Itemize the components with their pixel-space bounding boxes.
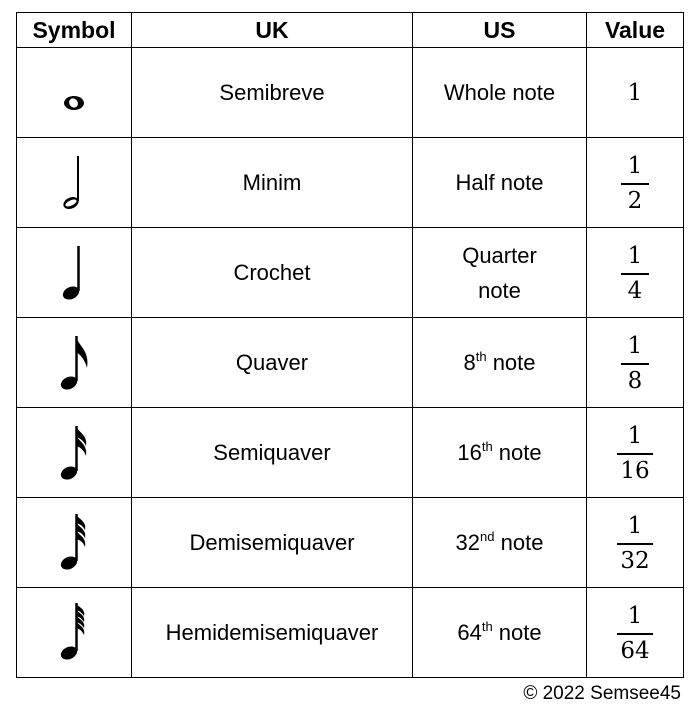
value-whole: 1 (627, 79, 643, 106)
note-values-table (16, 12, 684, 678)
symbol-cell (17, 138, 132, 228)
symbol-cell (17, 228, 132, 318)
symbol-cell (17, 588, 132, 678)
symbol-cell (17, 48, 132, 138)
uk-name: Demisemiquaver (132, 498, 413, 588)
table-row (17, 138, 684, 228)
fraction-denominator: 64 (617, 633, 652, 663)
fraction-numerator: 1 (627, 602, 643, 629)
uk-name: Hemidemisemiquaver (132, 588, 413, 678)
us-name: Whole note (413, 48, 587, 138)
value-cell (587, 48, 684, 138)
value-cell (587, 408, 684, 498)
us-ordinal: 16 (457, 439, 482, 465)
table-row (17, 588, 684, 678)
header-us: US (413, 13, 587, 48)
crochet-icon (54, 238, 94, 308)
header-uk: UK (132, 13, 413, 48)
value-cell (587, 498, 684, 588)
us-ordinal: 32 (455, 529, 481, 555)
fraction-numerator: 1 (627, 152, 643, 179)
minim-icon (54, 148, 94, 218)
hemidemisemiquaver-icon (54, 598, 94, 668)
value-cell (587, 228, 684, 318)
demisemiquaver-icon (54, 508, 94, 578)
fraction-denominator: 2 (621, 183, 649, 213)
uk-name: Crochet (132, 228, 413, 318)
us-name (413, 498, 587, 588)
fraction-numerator: 1 (627, 332, 643, 359)
fraction-denominator: 16 (617, 453, 652, 483)
header-row (17, 13, 684, 48)
value-fraction (617, 513, 652, 573)
uk-name: Quaver (132, 318, 413, 408)
value-cell (587, 318, 684, 408)
fraction-numerator: 1 (627, 512, 643, 539)
us-name-line1: Quarter (462, 242, 537, 268)
us-ordinal: 8 (463, 349, 476, 375)
value-fraction (621, 153, 649, 213)
table-row (17, 48, 684, 138)
symbol-cell (17, 408, 132, 498)
table-row (17, 408, 684, 498)
us-ordinal-suffix: th (475, 348, 487, 364)
fraction-numerator: 1 (627, 242, 643, 269)
header-value: Value (587, 13, 684, 48)
us-name (413, 408, 587, 498)
quaver-icon (54, 328, 94, 398)
fraction-denominator: 8 (621, 363, 649, 393)
us-note-word: note (494, 529, 544, 555)
us-name (413, 228, 587, 318)
uk-name: Semiquaver (132, 408, 413, 498)
uk-name: Semibreve (132, 48, 413, 138)
us-name-line2: note (478, 277, 521, 303)
value-fraction (621, 333, 649, 393)
uk-name: Minim (132, 138, 413, 228)
table-row (17, 498, 684, 588)
table-row (17, 318, 684, 408)
fraction-numerator: 1 (627, 422, 643, 449)
us-name (413, 588, 587, 678)
header-symbol: Symbol (17, 13, 132, 48)
symbol-cell (17, 318, 132, 408)
semiquaver-icon (54, 418, 94, 488)
value-cell (587, 588, 684, 678)
fraction-denominator: 32 (617, 543, 652, 573)
copyright-notice: © 2022 Semsee45 (523, 683, 681, 704)
fraction-denominator: 4 (621, 273, 649, 303)
us-ordinal-suffix: th (481, 618, 493, 634)
semibreve-icon (54, 63, 94, 123)
us-ordinal: 64 (457, 619, 482, 645)
us-note-word: note (486, 349, 536, 375)
value-fraction (621, 243, 649, 303)
table-row (17, 228, 684, 318)
us-ordinal-suffix: nd (480, 528, 495, 544)
us-note-word: note (492, 439, 542, 465)
value-fraction (617, 603, 652, 663)
value-cell (587, 138, 684, 228)
us-name (413, 318, 587, 408)
value-fraction (617, 423, 652, 483)
us-note-word: note (492, 619, 542, 645)
us-name: Half note (413, 138, 587, 228)
us-ordinal-suffix: th (481, 438, 493, 454)
symbol-cell (17, 498, 132, 588)
